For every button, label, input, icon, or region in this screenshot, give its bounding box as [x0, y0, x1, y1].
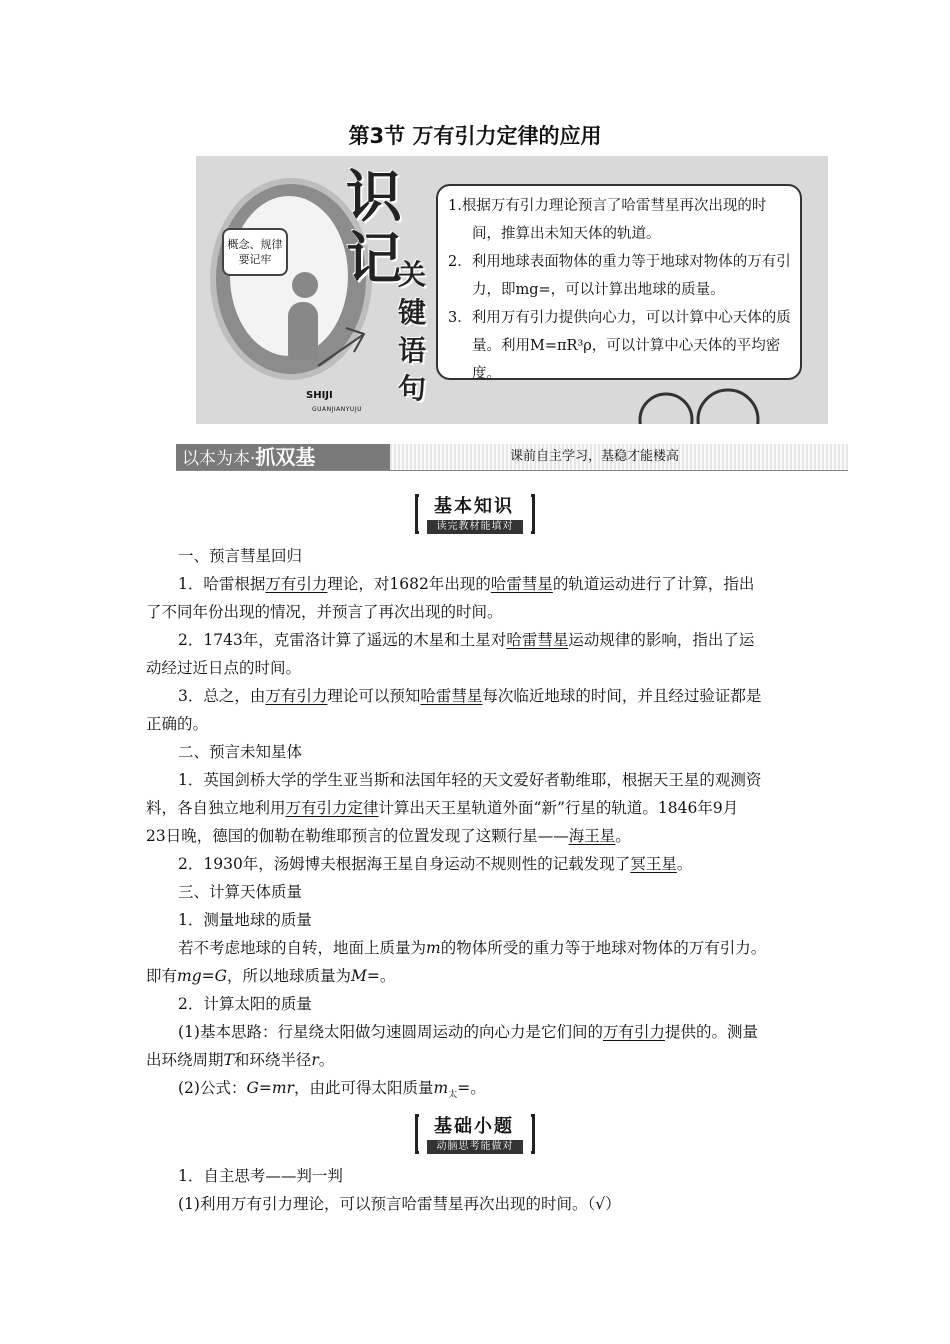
para-2-line-2: 动经过近日点的时间。	[146, 659, 302, 677]
blank-answer: 万有引力	[602, 1023, 665, 1041]
key-points-box	[436, 184, 802, 380]
vertical-char-2: 键	[398, 296, 427, 329]
blank-answer: 哈雷彗星	[506, 631, 569, 649]
shiji-sublabel: GUANJIANYUJU	[312, 406, 362, 413]
blank-answer: 万有引力	[265, 687, 328, 705]
para-7-line-2: 即有mg=G，所以地球质量为M=。	[146, 967, 396, 985]
key-points-banner	[196, 156, 828, 424]
strip-left-label	[176, 444, 390, 470]
vertical-char-3: 语	[398, 334, 427, 367]
question-1: 1．自主思考——判一判	[178, 1167, 343, 1185]
para-1-line-1: 1．哈雷根据万有引力理论，对1682年出现的哈雷彗星的轨道运动进行了计算，指出	[178, 575, 755, 593]
para-10: (2)公式：G=mr，由此可得太阳质量$m_太=$。	[178, 1079, 486, 1101]
bracket-left	[415, 1114, 419, 1154]
strip-right	[390, 444, 848, 470]
arrow-icon	[316, 306, 376, 376]
para-4-line-2: 料，各自独立地利用万有引力定律计算出天王星轨道外面“新”行星的轨道。1846年9月	[146, 799, 739, 817]
strip-divider	[176, 470, 848, 471]
para-4-line-3: 23日晚，德国的伽勒在勒维耶预言的位置发现了这颗行星——海王星。	[146, 827, 631, 845]
speech-bubble	[222, 228, 288, 276]
big-char-ji: 记	[346, 227, 402, 292]
strip-left-b: 抓双基	[255, 445, 316, 469]
strip-left-a: 以本为本·	[182, 449, 256, 469]
blank-answer: 万有引力定律	[285, 799, 379, 817]
blank-answer: 海王星	[568, 827, 616, 845]
blank-answer: 万有引力	[265, 575, 328, 593]
heading-basic-knowledge	[415, 494, 535, 538]
para-1-line-2: 了不同年份出现的情况，并预言了再次出现的时间。	[146, 603, 503, 621]
para-3-line-2: 正确的。	[146, 715, 209, 733]
para-9-line-1: (1)基本思路：行星绕太阳做匀速圆周运动的向心力是它们间的万有引力提供的。测量	[178, 1023, 758, 1041]
section-heading-3: 三、计算天体质量	[178, 883, 303, 901]
blank-answer: 哈雷彗星	[490, 575, 553, 593]
big-char-shi: 识	[346, 165, 402, 230]
heading-basic-exercises-title: 基础小题	[434, 1116, 514, 1137]
para-4-line-1: 1．英国剑桥大学的学生亚当斯和法国年轻的天文爱好者勒维耶，根据天王星的观测资	[178, 771, 762, 789]
section-heading-2: 二、预言未知星体	[178, 743, 303, 761]
strip-right-label: 课前自主学习，基稳才能楼高	[510, 449, 680, 464]
vertical-char-4: 句	[398, 372, 427, 405]
heading-basic-exercises	[415, 1114, 535, 1158]
key-point-3: 3．利用万有引力提供向心力，可以计算中心天体的质量。利用M=πR³ρ，可以计算中心天体的平均密度。	[448, 310, 791, 382]
page-title: 第3节 万有引力定律的应用	[348, 124, 602, 148]
heading-basic-exercises-sub: 动脑思考能做对	[427, 1140, 523, 1154]
person-icon-body	[288, 302, 318, 360]
para-3-line-1: 3．总之，由万有引力理论可以预知哈雷彗星每次临近地球的时间，并且经过验证都是	[178, 687, 762, 705]
heading-basic-knowledge-sub: 读完教材能填对	[427, 520, 523, 534]
para-5: 2．1930年，汤姆博夫根据海王星自身运动不规则性的记载发现了冥王星。	[178, 855, 693, 873]
key-point-1: 1.根据万有引力理论预言了哈雷彗星再次出现的时间，推算出未知天体的轨道。	[448, 198, 767, 242]
vertical-char-1: 关	[398, 258, 427, 291]
para-8: 2．计算太阳的质量	[178, 995, 312, 1013]
bracket-right	[531, 1114, 535, 1154]
person-icon-head	[292, 272, 318, 298]
section-heading-1: 一、预言彗星回归	[178, 547, 303, 565]
question-1-item-1: (1)利用万有引力理论，可以预言哈雷彗星再次出现的时间。（√）	[178, 1195, 621, 1213]
section-strip	[176, 444, 848, 470]
para-6: 1．测量地球的质量	[178, 911, 312, 929]
heading-basic-knowledge-title: 基本知识	[434, 496, 514, 517]
bracket-left	[415, 494, 419, 534]
blank-answer: 冥王星	[630, 855, 677, 873]
para-9-line-2: 出环绕周期T和环绕半径r。	[146, 1051, 335, 1069]
shiji-label: SHIJI	[306, 390, 333, 401]
speech-bubble-text: 概念、规律 要记牢	[227, 238, 283, 266]
para-2-line-1: 2．1743年，克雷洛计算了遥远的木星和土星对哈雷彗星运动规律的影响，指出了运	[178, 631, 755, 649]
para-7-line-1: 若不考虑地球的自转，地面上质量为m的物体所受的重力等于地球对物体的万有引力。	[178, 939, 767, 957]
key-point-2: 2．利用地球表面物体的重力等于地球对物体的万有引力，即mg=，可以计算出地球的质量。	[448, 254, 791, 298]
bracket-right	[531, 494, 535, 534]
blank-answer: 哈雷彗星	[420, 687, 483, 705]
